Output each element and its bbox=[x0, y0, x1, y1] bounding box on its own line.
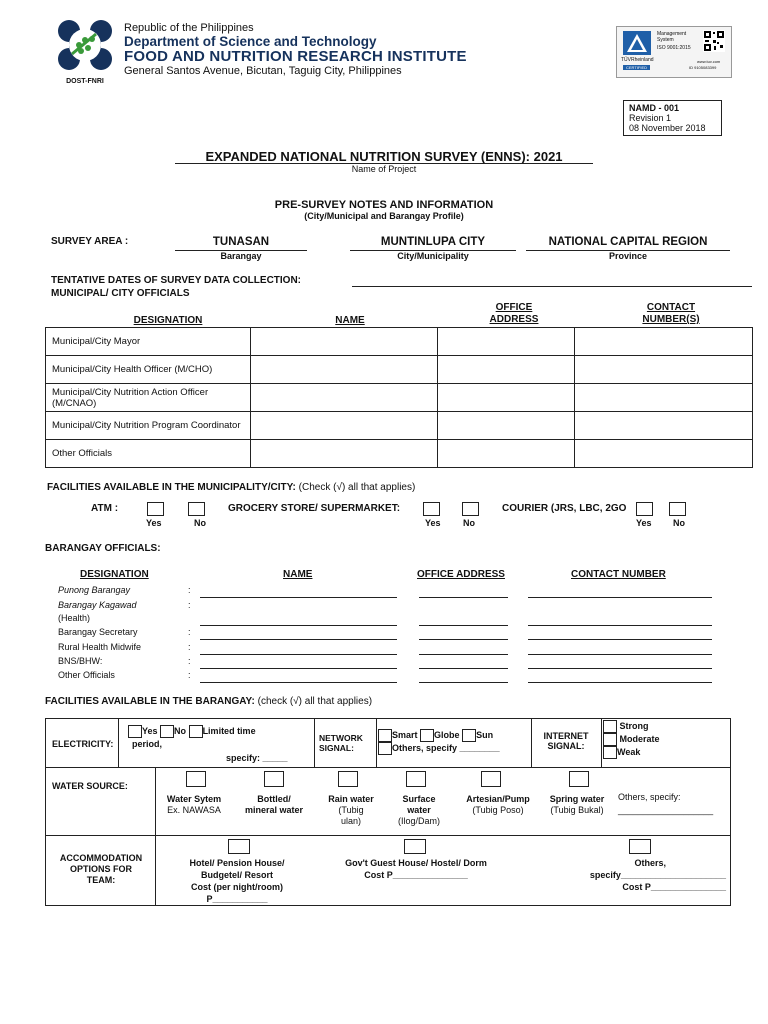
brgy-designation: (Health) bbox=[58, 613, 91, 623]
network-others-label: Others, specify ________ bbox=[392, 742, 500, 753]
contact-cell[interactable] bbox=[575, 412, 753, 440]
brgy-office-field[interactable] bbox=[419, 625, 508, 626]
cert-tag: CERTIFIED bbox=[623, 65, 650, 70]
brgy-name-field[interactable] bbox=[200, 682, 397, 683]
courier-no-label: No bbox=[673, 518, 685, 528]
name-cell[interactable] bbox=[251, 328, 438, 356]
water-artesian-checkbox[interactable] bbox=[481, 771, 501, 787]
electricity-label: ELECTRICITY: bbox=[52, 739, 114, 749]
internet-moderate-checkbox[interactable] bbox=[603, 733, 617, 746]
grocery-no-checkbox[interactable] bbox=[462, 502, 479, 516]
office-cell[interactable] bbox=[438, 384, 575, 412]
network-smart-label: Smart bbox=[392, 729, 418, 740]
designation-cell: Municipal/City Health Officer (M/CHO) bbox=[46, 356, 251, 384]
province-value[interactable]: NATIONAL CAPITAL REGION bbox=[548, 236, 708, 248]
water-others-field[interactable]: ___________________ bbox=[618, 805, 714, 815]
republic-line: Republic of the Philippines bbox=[124, 22, 254, 34]
water-bottled-checkbox[interactable] bbox=[264, 771, 284, 787]
accommodation-opt1b: Budgetel/ Resort bbox=[200, 870, 273, 880]
cert-text1: Management System bbox=[657, 31, 687, 43]
atm-yes-label: Yes bbox=[146, 518, 162, 528]
barangay-caption: Barangay bbox=[220, 251, 262, 261]
title-caption: Name of Project bbox=[351, 164, 417, 174]
qr-code-icon bbox=[703, 30, 725, 52]
name-cell[interactable] bbox=[251, 356, 438, 384]
network-others-checkbox[interactable] bbox=[378, 742, 392, 755]
designation-cell: Municipal/City Mayor bbox=[46, 328, 251, 356]
atm-label: ATM : bbox=[91, 503, 119, 514]
electricity-period-label: period, bbox=[132, 739, 163, 749]
grocery-no-label: No bbox=[463, 518, 475, 528]
brgy-col-contact: CONTACT NUMBER bbox=[571, 569, 666, 580]
water-opt3b: (Tubig bbox=[338, 805, 364, 815]
tentative-dates-label: TENTATIVE DATES OF SURVEY DATA COLLECTION: bbox=[51, 275, 302, 286]
brgy-contact-field[interactable] bbox=[528, 625, 712, 626]
accommodation-opt3a: Others, bbox=[634, 858, 666, 868]
accommodation-opt2a: Gov't Guest House/ Hostel/ Dorm bbox=[345, 858, 487, 868]
water-opt1a: Water Sytem bbox=[166, 794, 222, 804]
brgy-col-office: OFFICE ADDRESS bbox=[417, 569, 505, 580]
network-smart-checkbox[interactable] bbox=[378, 729, 392, 742]
internet-label-1: INTERNET bbox=[543, 731, 589, 741]
contact-cell[interactable] bbox=[575, 384, 753, 412]
logo-caption: DOST-FNRI bbox=[66, 78, 104, 85]
col-office-2: ADDRESS bbox=[489, 314, 539, 325]
col-name: NAME bbox=[335, 315, 365, 326]
accommodation-hotel-cost-field[interactable]: P___________ bbox=[206, 894, 268, 904]
designation-cell: Municipal/City Nutrition Action Officer (M/CNAO) bbox=[46, 384, 251, 412]
office-cell[interactable] bbox=[438, 412, 575, 440]
facilities-brgy-note: (check (√) all that applies) bbox=[257, 696, 373, 707]
internet-label-2: SIGNAL: bbox=[547, 741, 585, 751]
brgy-name-field[interactable] bbox=[200, 639, 397, 640]
city-caption: City/Municipality bbox=[397, 251, 469, 261]
water-opt7a: Others, specify: bbox=[618, 792, 681, 802]
brgy-contact-field[interactable] bbox=[528, 597, 712, 598]
province-caption: Province bbox=[608, 251, 648, 261]
survey-title: EXPANDED NATIONAL NUTRITION SURVEY (ENNS): 2021 bbox=[205, 149, 563, 164]
brgy-contact-field[interactable] bbox=[528, 654, 712, 655]
electricity-no-checkbox[interactable] bbox=[160, 725, 174, 738]
atm-yes-checkbox[interactable] bbox=[147, 502, 164, 516]
barangay-officials-heading: BARANGAY OFFICIALS: bbox=[45, 543, 161, 554]
network-label-1: NETWORK bbox=[319, 733, 363, 743]
accommodation-opt1c: Cost (per night/room) bbox=[191, 882, 283, 892]
brgy-name-field[interactable] bbox=[200, 597, 397, 598]
water-opt3c: ulan) bbox=[340, 816, 361, 826]
doc-date: 08 November 2018 bbox=[629, 123, 706, 133]
water-opt4b: water bbox=[407, 805, 431, 815]
brgy-office-field[interactable] bbox=[419, 654, 508, 655]
water-system-checkbox[interactable] bbox=[186, 771, 206, 787]
water-opt1b: Ex. NAWASA bbox=[167, 805, 221, 815]
cert-id: ID 9105083399 bbox=[689, 65, 717, 70]
designation-cell: Municipal/City Nutrition Program Coordinator bbox=[46, 412, 251, 440]
table-row bbox=[46, 328, 753, 356]
accommodation-others-specify-field[interactable]: specify_____________________ bbox=[589, 870, 726, 880]
water-spring-checkbox[interactable] bbox=[569, 771, 589, 787]
table-row bbox=[46, 356, 753, 384]
brgy-contact-field[interactable] bbox=[528, 668, 712, 669]
section-subtitle-note: (City/Municipal and Barangay Profile) bbox=[304, 211, 464, 221]
col-designation: DESIGNATION bbox=[133, 315, 203, 326]
water-opt4a: Surface bbox=[402, 794, 436, 804]
brgy-designation: BNS/BHW: bbox=[58, 656, 103, 666]
col-office-1: OFFICE bbox=[495, 302, 533, 313]
contact-cell[interactable] bbox=[575, 440, 753, 468]
brgy-name-field[interactable] bbox=[200, 668, 397, 669]
internet-weak-checkbox[interactable] bbox=[603, 746, 617, 759]
table-row bbox=[46, 440, 753, 468]
accommodation-label-3: TEAM: bbox=[86, 875, 116, 885]
brgy-col-name: NAME bbox=[283, 569, 313, 580]
accommodation-others-checkbox[interactable] bbox=[629, 839, 651, 854]
table-row bbox=[46, 412, 753, 440]
water-opt2a: Bottled/ bbox=[257, 794, 291, 804]
brgy-contact-field[interactable] bbox=[528, 682, 712, 683]
brgy-office-field[interactable] bbox=[419, 682, 508, 683]
electricity-specify-field[interactable]: specify: _____ bbox=[226, 753, 288, 763]
water-surface-checkbox[interactable] bbox=[406, 771, 426, 787]
grocery-yes-checkbox[interactable] bbox=[423, 502, 440, 516]
cert-url: www.tuv.com bbox=[697, 59, 721, 64]
barangay-value[interactable]: TUNASAN bbox=[212, 236, 270, 248]
facilities-brgy-heading: FACILITIES AVAILABLE IN THE BARANGAY: bbox=[45, 696, 255, 707]
electricity-limited-checkbox[interactable] bbox=[189, 725, 203, 738]
survey-area-label: SURVEY AREA : bbox=[51, 236, 129, 247]
designation-cell: Other Officials bbox=[46, 440, 251, 468]
doc-code: NAMD - 001 bbox=[629, 103, 680, 113]
water-opt6a: Spring water bbox=[549, 794, 605, 804]
contact-cell[interactable] bbox=[575, 328, 753, 356]
courier-no-checkbox[interactable] bbox=[669, 502, 686, 516]
cert-text2: ISO 9001:2015 bbox=[657, 45, 691, 51]
water-opt4c: (Ilog/Dam) bbox=[397, 816, 440, 826]
internet-weak-label: Weak bbox=[617, 746, 641, 757]
brgy-designation: Barangay Secretary bbox=[58, 627, 138, 637]
cert-brand: TÜVRheinland bbox=[621, 57, 654, 63]
dost-logo-icon bbox=[52, 18, 118, 72]
facilities-muni-line bbox=[47, 482, 415, 493]
accommodation-guesthouse-cost-field[interactable]: Cost P_______________ bbox=[364, 870, 468, 880]
atm-no-checkbox[interactable] bbox=[188, 502, 205, 516]
barangay-facilities-table bbox=[45, 718, 731, 906]
atm-no-label: No bbox=[194, 518, 206, 528]
brgy-office-field[interactable] bbox=[419, 597, 508, 598]
brgy-name-field[interactable] bbox=[200, 654, 397, 655]
contact-cell[interactable] bbox=[575, 356, 753, 384]
network-globe-checkbox[interactable] bbox=[420, 729, 434, 742]
office-cell[interactable] bbox=[438, 440, 575, 468]
water-opt6b: (Tubig Bukal) bbox=[550, 805, 604, 815]
accommodation-opt1a: Hotel/ Pension House/ bbox=[189, 858, 285, 868]
accommodation-guesthouse-checkbox[interactable] bbox=[404, 839, 426, 854]
internet-strong-checkbox[interactable] bbox=[603, 720, 617, 733]
electricity-yes-label: Yes bbox=[142, 725, 158, 736]
iso-cert-badge bbox=[616, 26, 732, 78]
water-opt2b: mineral water bbox=[244, 805, 304, 815]
institute-address: General Santos Avenue, Bicutan, Taguig City, Philippines bbox=[124, 65, 402, 77]
name-cell[interactable] bbox=[251, 440, 438, 468]
internet-moderate-label: Moderate bbox=[619, 733, 660, 744]
brgy-col-designation: DESIGNATION bbox=[80, 569, 149, 580]
brgy-designation: Rural Health Midwife bbox=[58, 642, 142, 652]
brgy-designation: Other Officials bbox=[58, 670, 115, 680]
grocery-yes-label: Yes bbox=[425, 518, 441, 528]
water-opt5a: Artesian/Pump bbox=[466, 794, 530, 804]
fnri-logo bbox=[52, 18, 118, 84]
water-opt5b: (Tubig Poso) bbox=[472, 805, 524, 815]
col-contact-2: NUMBER(S) bbox=[642, 314, 700, 325]
water-opt3a: Rain water bbox=[328, 794, 374, 804]
document-reference-box bbox=[623, 100, 722, 136]
name-cell[interactable] bbox=[251, 412, 438, 440]
network-globe-label: Globe bbox=[434, 729, 460, 740]
internet-strong-label: Strong bbox=[619, 720, 649, 731]
facilities-muni-note: (Check (√) all that applies) bbox=[298, 482, 416, 493]
accommodation-label-1: ACCOMMODATION bbox=[59, 853, 143, 863]
network-label-2: SIGNAL: bbox=[319, 743, 354, 753]
network-sun-checkbox[interactable] bbox=[462, 729, 476, 742]
municipal-officials-table bbox=[45, 327, 753, 468]
table-row bbox=[46, 384, 753, 412]
doc-revision: Revision 1 bbox=[629, 113, 672, 123]
tentative-dates-field[interactable] bbox=[352, 286, 752, 287]
brgy-contact-field[interactable] bbox=[528, 639, 712, 640]
network-sun-label: Sun bbox=[476, 729, 494, 740]
accommodation-hotel-checkbox[interactable] bbox=[228, 839, 250, 854]
office-cell[interactable] bbox=[438, 356, 575, 384]
department-name: Department of Science and Technology bbox=[124, 34, 377, 49]
accommodation-label-2: OPTIONS FOR bbox=[69, 864, 132, 874]
electricity-yes-checkbox[interactable] bbox=[128, 725, 142, 738]
brgy-office-field[interactable] bbox=[419, 639, 508, 640]
electricity-no-label: No bbox=[174, 725, 187, 736]
courier-yes-checkbox[interactable] bbox=[636, 502, 653, 516]
office-cell[interactable] bbox=[438, 328, 575, 356]
water-rain-checkbox[interactable] bbox=[338, 771, 358, 787]
col-contact-1: CONTACT bbox=[646, 302, 696, 313]
city-value[interactable]: MUNTINLUPA CITY bbox=[380, 236, 486, 248]
facilities-brgy-line bbox=[45, 696, 372, 707]
courier-label: COURIER (JRS, LBC, 2GO bbox=[502, 503, 627, 514]
municipal-officials-heading: MUNICIPAL/ CITY OFFICIALS bbox=[51, 288, 190, 299]
institute-name: FOOD AND NUTRITION RESEARCH INSTITUTE bbox=[124, 48, 467, 65]
electricity-limited-label: Limited time bbox=[202, 725, 256, 736]
section-subtitle: PRE-SURVEY NOTES AND INFORMATION bbox=[274, 199, 494, 211]
tuv-triangle-icon bbox=[623, 31, 651, 55]
grocery-label: GROCERY STORE/ SUPERMARKET: bbox=[228, 503, 401, 514]
brgy-office-field[interactable] bbox=[419, 668, 508, 669]
accommodation-others-cost-field[interactable]: Cost P_______________ bbox=[622, 882, 726, 892]
facilities-muni-heading: FACILITIES AVAILABLE IN THE MUNICIPALITY/CITY: bbox=[47, 482, 296, 493]
brgy-designation: Barangay Kagawad bbox=[58, 600, 137, 610]
water-source-label: WATER SOURCE: bbox=[52, 781, 128, 791]
brgy-name-field[interactable] bbox=[200, 625, 397, 626]
name-cell[interactable] bbox=[251, 384, 438, 412]
brgy-designation: Punong Barangay bbox=[58, 585, 131, 595]
courier-yes-label: Yes bbox=[636, 518, 652, 528]
